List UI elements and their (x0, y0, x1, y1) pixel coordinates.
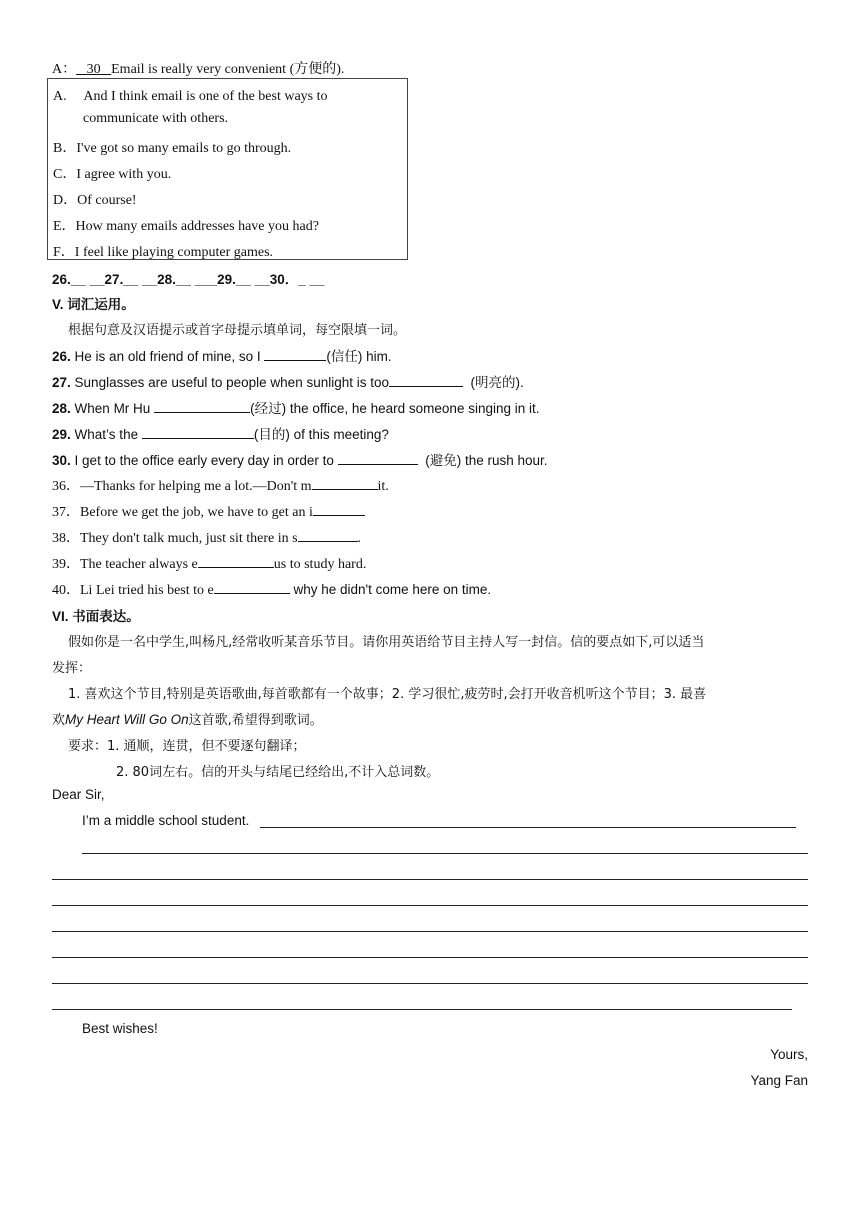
answer-blank[interactable] (142, 426, 254, 439)
answer-blank[interactable] (214, 581, 290, 594)
answer-line: 26.__ __27.__ __28.__ ___29.__ __30．_ __ (52, 272, 325, 287)
option-a-line2: communicate with others. (83, 111, 229, 126)
answer-blank[interactable] (338, 452, 418, 465)
requirement-1: 要求：1. 通顺，连贯，但不要逐句翻译； (68, 739, 306, 754)
option-a-line1: A. And I think email is one of the best ways to (53, 89, 328, 104)
option-d: D．Of course! (53, 193, 137, 208)
answer-blank[interactable] (389, 374, 463, 387)
writing-line[interactable] (52, 983, 808, 984)
writing-line[interactable] (52, 931, 808, 932)
vocab-item-27: 27. Sunglasses are useful to people when sunlight is too (明亮的). (52, 375, 524, 390)
writing-line[interactable] (52, 879, 808, 880)
answer-blank[interactable] (312, 477, 378, 490)
letter-closing: Best wishes! (82, 1021, 158, 1036)
song-title: My Heart Will Go On (65, 712, 189, 727)
requirement-2: 2. 80词左右。信的开头与结尾已经给出,不计入总词数。 (116, 765, 440, 780)
q30-text: Email is really very convenient (方便的). (111, 62, 345, 77)
answer-blank[interactable] (264, 348, 326, 361)
writing-line[interactable] (52, 1009, 792, 1010)
section-5-heading: V. 词汇运用。 (52, 297, 135, 312)
q30-line (52, 58, 344, 78)
writing-points-line1: 1. 喜欢这个节目,特别是英语歌曲,每首歌都有一个故事；2. 学习很忙,疲劳时,会打开收音机听这个节目；3. 最喜 (68, 687, 707, 702)
letter-yours: Yours, (770, 1047, 808, 1062)
vocab-item-38: 38．They don't talk much, just sit there in s . (52, 531, 362, 546)
vocab-item-37: 37．Before we get the job, we have to get an i (52, 501, 365, 521)
options-box (47, 78, 408, 260)
writing-line[interactable] (260, 827, 796, 828)
speaker-label: A： (52, 62, 77, 77)
writing-prompt-line1: 假如你是一名中学生,叫杨凡,经常收听某音乐节目。请你用英语给节目主持人写一封信。信的要点如下,可以适当 (68, 635, 705, 650)
vocab-item-28: 28. When Mr Hu (经过) the office, he heard someone singing in it. (52, 401, 540, 416)
option-f: F．I feel like playing computer games. (53, 245, 274, 260)
vocab-item-30: 30. I get to the office early every day in order to (避免) the rush hour. (52, 453, 548, 468)
vocab-item-39: 39．The teacher always e us to study hard. (52, 557, 367, 572)
letter-signature-name: Yang Fan (750, 1073, 808, 1088)
q30-answer-blank[interactable]: 30 (86, 62, 101, 77)
vocab-item-36: 36．—Thanks for helping me a lot.—Don't m it. (52, 479, 389, 494)
letter-greeting: Dear Sir, (52, 787, 105, 802)
option-c: C．I agree with you. (53, 167, 172, 182)
option-e: E．How many emails addresses have you had? (53, 219, 319, 234)
answer-blank[interactable] (154, 400, 250, 413)
letter-opening: I’m a middle school student. (82, 813, 250, 828)
writing-line[interactable] (82, 853, 808, 854)
option-b: B．I've got so many emails to go through. (53, 141, 292, 156)
vocab-item-29: 29. What’s the (目的) of this meeting? (52, 427, 389, 442)
writing-line[interactable] (52, 957, 808, 958)
answer-blank[interactable] (313, 503, 365, 516)
vocab-item-40: 40．Li Lei tried his best to e why he didn't come here on time. (52, 582, 492, 598)
answer-blank[interactable] (298, 529, 358, 542)
writing-points-line2: 欢My Heart Will Go On这首歌,希望得到歌词。 (52, 712, 323, 728)
section-5-instruction: 根据句意及汉语提示或首字母提示填单词，每空限填一词。 (68, 323, 407, 338)
writing-line[interactable] (52, 905, 808, 906)
vocab-item-26: 26. He is an old friend of mine, so I (信任) him. (52, 349, 392, 364)
section-6-heading: VI. 书面表达。 (52, 609, 140, 624)
writing-prompt-line2: 发挥： (52, 661, 92, 676)
answer-blank[interactable] (198, 555, 274, 568)
